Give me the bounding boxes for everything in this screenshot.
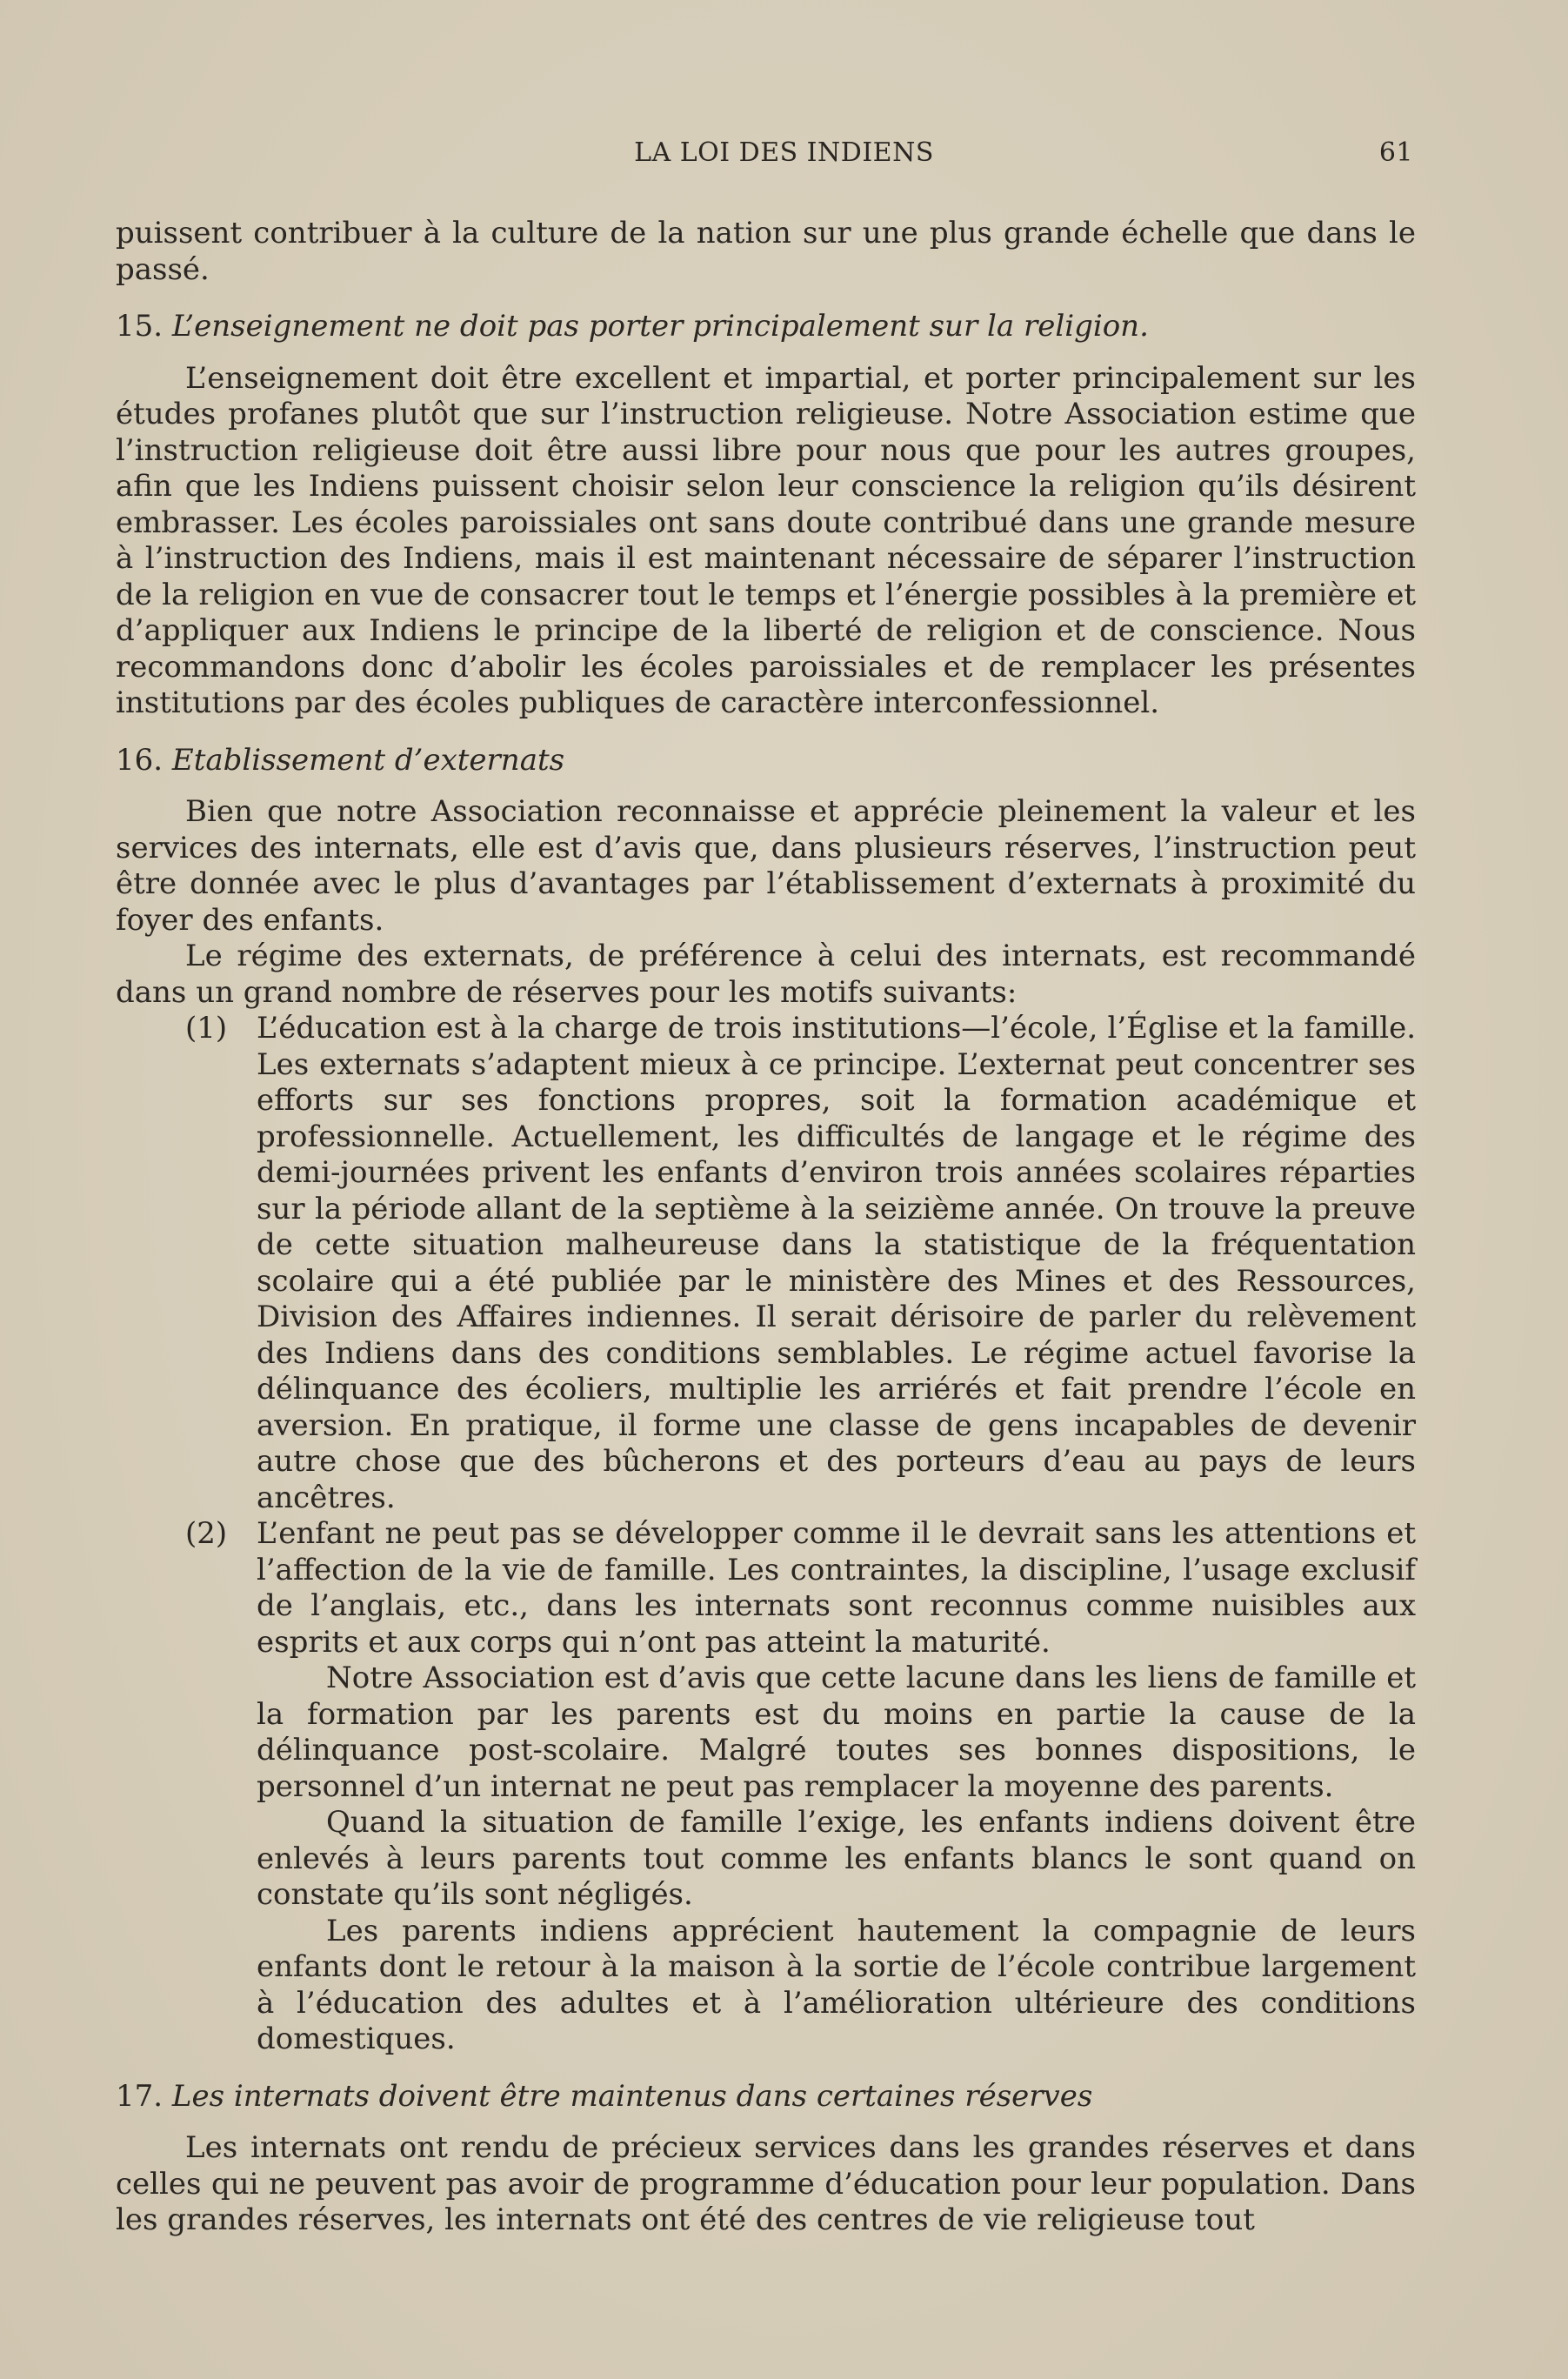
list-item-2-paragraph-4: Les parents indiens apprécient hautement la compagnie de leurs enfants dont le retour à la maison à la sortie de l’école contribue largement à l’éducation des adultes et à l’amélioration ultérieure des conditions domestiques. xyxy=(257,1913,1416,2056)
list-item-2-text: L’enfant ne peut pas se développer comme il le devrait sans les attentions et l’affection de la vie de famille. Les contraintes, la discipline, l’usage exclusif de l’anglais, etc., dans les internats sont reconnus comme nuisibles aux esprits et aux corps qui n’ont pas atteint la maturité. xyxy=(257,1516,1416,1660)
list-item-1-text: L’éducation est à la charge de trois institutions—l’école, l’Église et la famille. Les externats s’adaptent mieux à ce principe. L’externat peut concentrer ses efforts sur ses fonctions propres, soit la formation académique et professionnelle. Actuellement, les difficultés de langage et le régime des demi-journées privent les enfants d’environ trois années scolaires réparties sur la période allant de la septième à la seizième année. On trouve la preuve de cette situation malheureuse dans la statistique de la fréquentation scolaire qui a été publiée par le ministère des Mines et des Ressources, Division des Affaires indiennes. Il serait dérisoire de parler du relèvement des Indiens dans des conditions semblables. Le régime actuel favorise la délinquance des écoliers, multiplie les arriérés et fait prendre l’école en aversion. En pratique, il forme une classe de gens incapables de devenir autre chose que des bûcherons et des porteurs d’eau au pays de leurs ancêtres. xyxy=(257,1011,1416,1515)
page-number: 61 xyxy=(1378,137,1413,168)
list-item-2-paragraph-2: Notre Association est d’avis que cette lacune dans les liens de famille et la formation par les parents est du moins en partie la cause de la délinquance post-scolaire. Malgré toutes ses bonnes dispositions, le personnel d’un internat ne peut pas remplacer la moyenne des parents. xyxy=(257,1661,1416,1804)
section-16-title: Etablissement d’externats xyxy=(171,742,565,778)
running-header xyxy=(0,137,1568,181)
section-15-heading xyxy=(116,309,1416,345)
list-item-2-paragraph-3: Quand la situation de famille l’exige, les enfants indiens doivent être enlevés à leurs parents tout comme les enfants blancs le sont quand on constate qu’ils sont négligés. xyxy=(257,1805,1416,1912)
section-16-heading xyxy=(116,743,1416,779)
intro-paragraph: puissent contribuer à la culture de la nation sur une plus grande échelle que dans le passé. xyxy=(116,216,1416,287)
body-text xyxy=(116,216,1416,2239)
section-16-paragraph-1: Bien que notre Association reconnaisse et apprécie pleinement la valeur et les services des internats, elle est d’avis que, dans plusieurs réserves, l’instruction peut être donnée avec le plus d’avantages par l’établissement d’externats à proximité du foyer des enfants. xyxy=(116,794,1416,938)
section-17-heading xyxy=(116,2079,1416,2115)
section-15-paragraph: L’enseignement doit être excellent et impartial, et porter principalement sur les études profanes plutôt que sur l’instruction religieuse. Notre Association estime que l’instruction religieuse doit être aussi libre pour nous que pour les autres groupes, afin que les Indiens puissent choisir selon leur conscience la religion qu’ils désirent embrasser. Les écoles paroissiales ont sans doute contribué dans une grande mesure à l’instruction des Indiens, mais il est maintenant nécessaire de séparer l’instruction de la religion en vue de consacrer tout le temps et l’énergie possibles à la première et d’appliquer aux Indiens le principe de la liberté de religion et de conscience. Nous recommandons donc d’abolir les écoles paroissiales et de remplacer les présentes institutions par des écoles publiques de caractère interconfessionnel. xyxy=(116,360,1416,720)
list-item-2 xyxy=(116,1516,1416,2058)
section-17-paragraph: Les internats ont rendu de précieux services dans les grandes réserves et dans celles qui ne peuvent pas avoir de programme d’éducation pour leur population. Dans les grandes réserves, les internats ont été des centres de vie religieuse tout xyxy=(116,2130,1416,2237)
section-17-title: Les internats doivent être maintenus dans certaines réserves xyxy=(171,2078,1093,2114)
list-item-2-number: (2) xyxy=(185,1516,228,1551)
section-17-number: 17. xyxy=(116,2078,163,2114)
section-16-number: 16. xyxy=(116,742,163,778)
section-15-title: L’enseignement ne doit pas porter principalement sur la religion. xyxy=(171,309,1149,344)
section-15-number: 15. xyxy=(116,309,163,344)
section-16-paragraph-2: Le régime des externats, de préférence à celui des internats, est recommandé dans un grand nombre de réserves pour les motifs suivants: xyxy=(116,939,1416,1010)
running-title: LA LOI DES INDIENS xyxy=(634,137,934,168)
list-item-1-number: (1) xyxy=(185,1011,228,1046)
list-item-1 xyxy=(116,1011,1416,1516)
